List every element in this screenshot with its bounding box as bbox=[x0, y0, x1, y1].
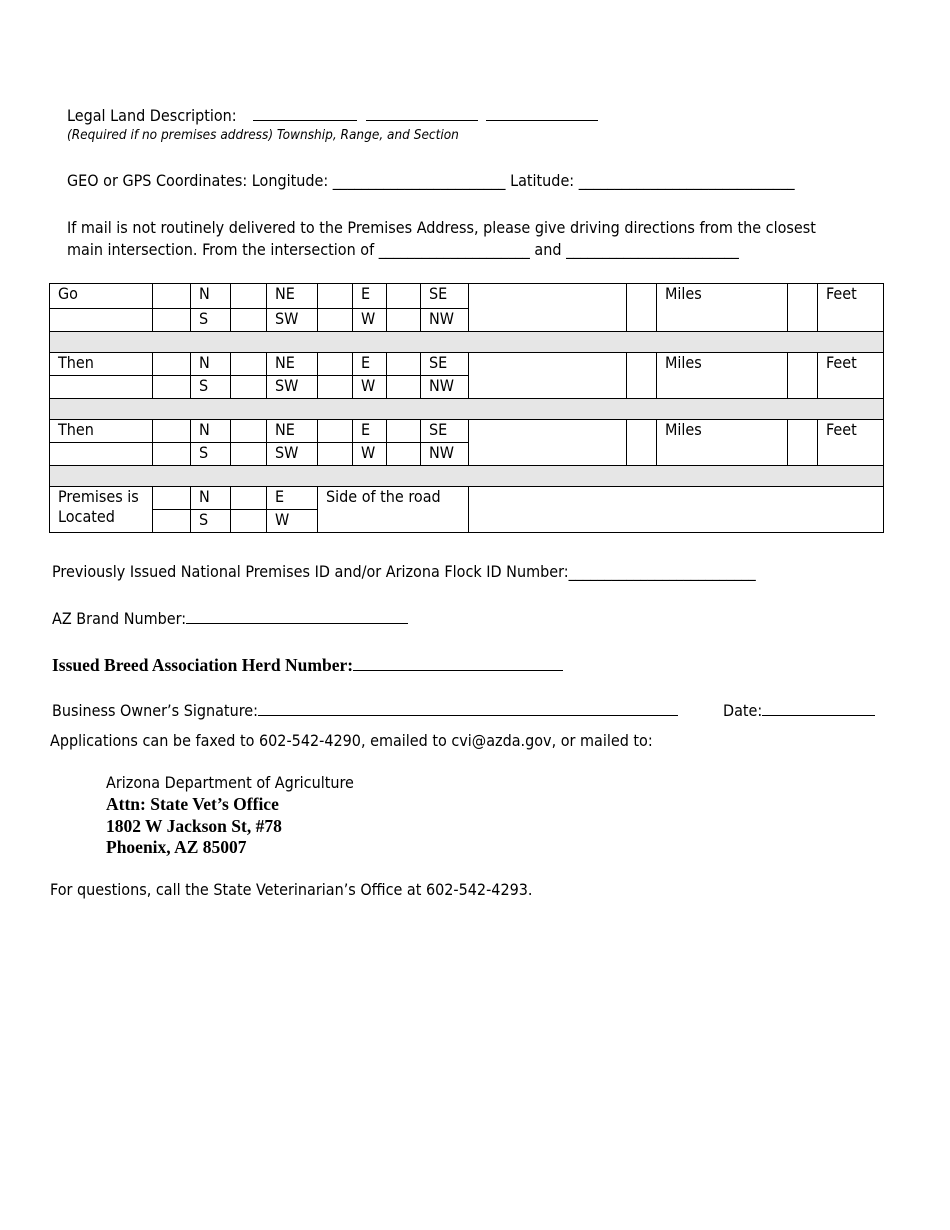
checkbox-w[interactable] bbox=[231, 510, 267, 533]
legal-land-label: Legal Land Description: bbox=[67, 106, 237, 125]
checkbox-se[interactable] bbox=[387, 420, 421, 443]
checkbox-sw[interactable] bbox=[231, 309, 267, 332]
feet-field[interactable] bbox=[788, 284, 818, 332]
checkbox-w[interactable] bbox=[318, 443, 353, 466]
intersection-label: main intersection. From the intersection of bbox=[67, 240, 375, 259]
gps-row bbox=[67, 171, 795, 190]
side-of-road-label: Side of the road bbox=[318, 487, 469, 533]
dir-n: N bbox=[191, 487, 231, 510]
gap-row bbox=[50, 466, 884, 487]
legal-land-row bbox=[67, 106, 598, 125]
gap-row bbox=[50, 399, 884, 420]
checkbox-n[interactable] bbox=[153, 420, 191, 443]
miles-field[interactable] bbox=[627, 353, 657, 399]
then-row-1 bbox=[50, 420, 884, 443]
dir-se: SE bbox=[421, 420, 469, 443]
checkbox-e[interactable] bbox=[231, 487, 267, 510]
empty-cell bbox=[50, 309, 153, 332]
brand-label: AZ Brand Number: bbox=[52, 609, 187, 628]
dir-nw: NW bbox=[421, 309, 469, 332]
road-name-field[interactable] bbox=[469, 420, 627, 466]
dir-se: SE bbox=[421, 353, 469, 376]
questions-text: For questions, call the State Veterinarian’s Office at 602-542-4293. bbox=[50, 880, 533, 899]
longitude-field[interactable]: ________________________ bbox=[332, 171, 506, 190]
checkbox-nw[interactable] bbox=[387, 309, 421, 332]
checkbox-sw[interactable] bbox=[231, 376, 267, 399]
checkbox-ne[interactable] bbox=[231, 420, 267, 443]
dir-sw: SW bbox=[267, 443, 318, 466]
then-row-1 bbox=[50, 353, 884, 376]
address-line-3: 1802 W Jackson St, #78 bbox=[106, 816, 282, 836]
date-field[interactable] bbox=[762, 701, 875, 716]
dir-s: S bbox=[191, 309, 231, 332]
miles-label: Miles bbox=[657, 353, 788, 399]
address-line-1: Arizona Department of Agriculture bbox=[106, 773, 354, 792]
submission-text: Applications can be faxed to 602-542-4290, emailed to cvi@azda.gov, or mailed to: bbox=[50, 731, 653, 750]
road-field[interactable] bbox=[469, 487, 884, 533]
checkbox-s[interactable] bbox=[153, 510, 191, 533]
feet-label: Feet bbox=[818, 353, 884, 399]
dir-n: N bbox=[191, 420, 231, 443]
dir-w: W bbox=[267, 510, 318, 533]
then-label: Then bbox=[50, 353, 153, 376]
legal-land-note: (Required if no premises address) Township, Range, and Section bbox=[67, 127, 459, 143]
checkbox-nw[interactable] bbox=[387, 443, 421, 466]
premises-located-label bbox=[50, 487, 153, 533]
checkbox-se[interactable] bbox=[387, 353, 421, 376]
dir-se: SE bbox=[421, 284, 469, 309]
directions-line-1: If mail is not routinely delivered to the Premises Address, please give driving directions from the closest bbox=[67, 218, 816, 237]
gap-cell bbox=[50, 399, 884, 420]
feet-field[interactable] bbox=[788, 420, 818, 466]
section-field[interactable] bbox=[486, 106, 598, 121]
dir-s: S bbox=[191, 510, 231, 533]
checkbox-ne[interactable] bbox=[231, 353, 267, 376]
intersection-field-2[interactable]: ________________________ bbox=[566, 240, 739, 259]
checkbox-ne[interactable] bbox=[231, 284, 267, 309]
gap-cell bbox=[50, 466, 884, 487]
dir-e: E bbox=[353, 353, 387, 376]
premises-line-1: Premises is bbox=[58, 487, 139, 506]
herd-row bbox=[52, 654, 563, 676]
road-name-field[interactable] bbox=[469, 353, 627, 399]
herd-label: Issued Breed Association Herd Number: bbox=[52, 655, 354, 675]
signature-row bbox=[52, 701, 678, 720]
checkbox-se[interactable] bbox=[387, 284, 421, 309]
township-field[interactable] bbox=[253, 106, 357, 121]
checkbox-w[interactable] bbox=[318, 376, 353, 399]
directions-table bbox=[49, 283, 884, 533]
dir-w: W bbox=[353, 309, 387, 332]
dir-ne: NE bbox=[267, 284, 318, 309]
directions-line-2 bbox=[67, 240, 739, 259]
and-label: and bbox=[534, 240, 562, 259]
feet-label: Feet bbox=[818, 420, 884, 466]
signature-field[interactable] bbox=[258, 701, 678, 716]
herd-field[interactable] bbox=[353, 654, 563, 671]
dir-s: S bbox=[191, 443, 231, 466]
dir-e: E bbox=[267, 487, 318, 510]
address-line-2: Attn: State Vet’s Office bbox=[106, 794, 279, 814]
checkbox-sw[interactable] bbox=[231, 443, 267, 466]
checkbox-n[interactable] bbox=[153, 353, 191, 376]
dir-s: S bbox=[191, 376, 231, 399]
checkbox-n[interactable] bbox=[153, 487, 191, 510]
dir-ne: NE bbox=[267, 353, 318, 376]
dir-n: N bbox=[191, 353, 231, 376]
go-label: Go bbox=[50, 284, 153, 309]
checkbox-s[interactable] bbox=[153, 376, 191, 399]
road-name-field[interactable] bbox=[469, 284, 627, 332]
intersection-field-1[interactable]: _____________________ bbox=[378, 240, 530, 259]
premises-id-row bbox=[52, 562, 756, 581]
longitude-label: GEO or GPS Coordinates: Longitude: bbox=[67, 171, 329, 190]
gap-row bbox=[50, 332, 884, 353]
checkbox-n[interactable] bbox=[153, 284, 191, 309]
miles-field[interactable] bbox=[627, 284, 657, 332]
dir-sw: SW bbox=[267, 309, 318, 332]
date-label: Date: bbox=[723, 701, 763, 720]
date-row bbox=[723, 701, 875, 720]
checkbox-e[interactable] bbox=[318, 353, 353, 376]
then-label: Then bbox=[50, 420, 153, 443]
latitude-field[interactable]: ______________________________ bbox=[578, 171, 795, 190]
premises-id-field[interactable]: __________________________ bbox=[568, 562, 756, 581]
checkbox-e[interactable] bbox=[318, 284, 353, 309]
dir-sw: SW bbox=[267, 376, 318, 399]
brand-field[interactable] bbox=[186, 609, 408, 624]
latitude-label: Latitude: bbox=[510, 171, 575, 190]
feet-label: Feet bbox=[818, 284, 884, 332]
dir-w: W bbox=[353, 443, 387, 466]
dir-ne: NE bbox=[267, 420, 318, 443]
checkbox-s[interactable] bbox=[153, 309, 191, 332]
address-line-4: Phoenix, AZ 85007 bbox=[106, 837, 247, 857]
miles-label: Miles bbox=[657, 284, 788, 332]
dir-e: E bbox=[353, 420, 387, 443]
range-field[interactable] bbox=[366, 106, 478, 121]
dir-nw: NW bbox=[421, 376, 469, 399]
dir-e: E bbox=[353, 284, 387, 309]
signature-label: Business Owner’s Signature: bbox=[52, 701, 258, 720]
gap-cell bbox=[50, 332, 884, 353]
checkbox-s[interactable] bbox=[153, 443, 191, 466]
dir-w: W bbox=[353, 376, 387, 399]
dir-n: N bbox=[191, 284, 231, 309]
empty-cell bbox=[50, 443, 153, 466]
premises-line-2: Located bbox=[58, 507, 115, 526]
premises-id-label: Previously Issued National Premises ID and/or Arizona Flock ID Number: bbox=[52, 562, 569, 581]
brand-row bbox=[52, 609, 408, 628]
checkbox-w[interactable] bbox=[318, 309, 353, 332]
miles-field[interactable] bbox=[627, 420, 657, 466]
checkbox-nw[interactable] bbox=[387, 376, 421, 399]
empty-cell bbox=[50, 376, 153, 399]
feet-field[interactable] bbox=[788, 353, 818, 399]
premises-row-1 bbox=[50, 487, 884, 510]
checkbox-e[interactable] bbox=[318, 420, 353, 443]
dir-nw: NW bbox=[421, 443, 469, 466]
miles-label: Miles bbox=[657, 420, 788, 466]
go-row-1 bbox=[50, 284, 884, 309]
